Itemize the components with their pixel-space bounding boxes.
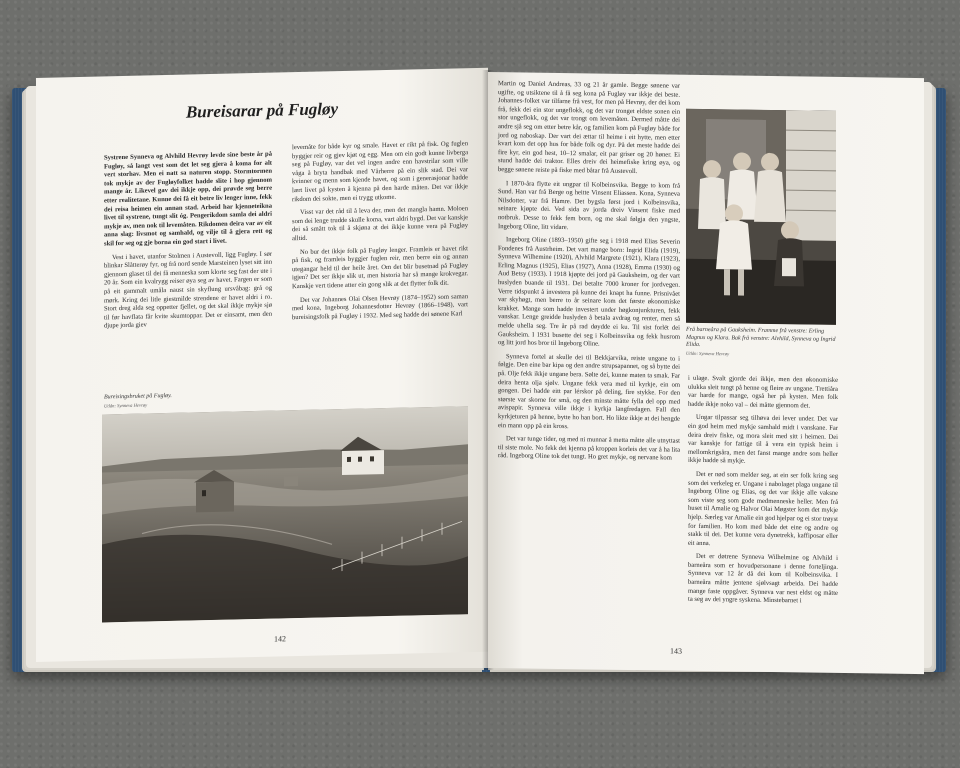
photo-credit: Utlån: Synneva Hevrøy: [686, 350, 730, 357]
page-number-right: 143: [670, 646, 682, 656]
left-page-column-2: [292, 140, 468, 327]
right-page-column-2: [688, 375, 838, 612]
body-paragraph: Det var tunge tider, og med ni munnar å metta måtte alle utnyttast til siste mole. No fekk dei kjenna på kroppen korleis det var å ha lita råd. Ingeborg Oline tok det tungt. Ho gret mykje, og nervane kom: [498, 435, 680, 462]
left-page-column-1: [104, 151, 272, 337]
body-paragraph: Martin og Daniel Andreas, 33 og 21 år gamle. Begge sønene var ugifte, og utsiktene til å få seg kona på Fugløy var ikkje dei beste. Johannes-folket var tilfarne frå vest, for men på Hevrøy, der dei kom frå, fekk dei ein stor ungeflokk, og det var tronget eldste sonen ein stor ungeflokk, og det var trongt om levemåten. Dermed måtte dei andre sjå seg om etter betre kår, og familien kom på Fugløy både for jord og naboskap. Der vart dei ættar til heime i eit hytte, men etter kvart kom det opp hus for både folk og dyr. På det meste hadde dei fire kyr, ein god hest, 10–12 smalar, eit par griser og 20 høner. Ei stund hadde dei traktor. Elles dreiv dei heimefiske kring øya, og begge sønene reiste på fiske med båtar frå Austevoll.: [498, 80, 680, 176]
photo-caption: Frå barneåra på Gauksheim. Framme frå venstre: Erling Magnus og Klara. Bak frå venstre: Alvhild, Synneva og Ingrid Elida.: [686, 326, 836, 348]
right-page-column-1: [498, 80, 680, 468]
photo-credit: Utlån: Synneva Hevrøy: [104, 402, 148, 409]
farm-photo: [102, 406, 468, 622]
body-paragraph: I 1870-åra flytte eit ungpar til Kolbeinsvika. Begge to kom frå Sund. Han var frå Berge og heitte Vinsent Eliassen. Kona, Synneva Nilsdotter, var frå Hamre. Det bygsla først jord i Kolbeinsvika, seinare kjøpte dei. Ved sida av jorda dreiv Vinsent fiske med notbruk. Desse to fekk fem born, og me skal følgja den yngste, Ingeborg Oline, litt vidare.: [498, 179, 680, 231]
body-paragraph: No bur det ikkje folk på Fugløy lenger. Framleis er havet rikt på fisk, og framleis byggjer fuglen reir, men berre ein og annan utegangar held til der heile året. Om det blir busetnad på Fugløy igjen? Det ser ikkje slik ut, men historia har så mange krokvegar. Kanskje vert tidene atter ein gong slik at det flytter folk dit.: [292, 244, 468, 291]
body-paragraph: Ungar tilpassar seg tilhøva dei lever under. Det var ein god heim med mykje samhald midt i vanskane. Far deira dreiv fiske, og mora sleit med sitt i heimen. Dei var kanskje for fattige til å vera ein typisk heim i mellomkrigsåra, men det fanst mange andre som heller ikkje hadde så mykje.: [688, 414, 838, 465]
body-paragraph: levemåte for både kyr og smale. Havet er rikt på fisk. Og fuglen byggjer reir og gjev kjøt og egg. Men om ein godt kunne livberga seg på Fugløy, var det vel ingen andre enn havstrilar som ville våga å bryta handbak med Vårherre på ein slik stad. Dei var kvinner og menn som kjende havet, og som i generasjonar hadde lært livet på kysten å kjenna på den harde måten. Det var ikkje rikdom dei sokte, men ei trygg utkome.: [292, 140, 468, 203]
body-paragraph: Det var Johannes Olai Olsen Hevrøy (1874–1952) som saman med kona, Ingeborg Johannesdotter Hevrøy (1866–1948), vart bureisingsfolk på Fugløy i 1932. Med seg hadde dei sønene Karl: [292, 292, 468, 321]
page-number-left: 142: [274, 634, 286, 644]
intro-paragraph: Systrene Synneva og Alvhild Hevrøy levde sine beste år på Fugløy, så langt vest som det let seg gjera å koma for alt vert storhav. Men ei natt sa naturen stopp. Stormtormen tok mykje av der Fugløyfolket hadde slite i hop gjennom mange år. Likevel gav dei ikkje opp, dei prøvde seg berre etter realitetane. Kunne dei få eit betre liv lenger inne, fekk dei reisa heimen ein annan stad. Arbeid har kjenneteikna livet til systrene, tungt slit óg. Pengerikdom samla dei aldri mykje av, men nok til levemåten. Rikdomen deira var av eit anna slag: livsmot og samhald, og vilje til å gjera rett og skil for seg og gje borna ein god start i livet.: [104, 150, 272, 248]
body-paragraph: Ingeborg Oline (1893–1950) gifte seg i 1918 med Elias Severin Fondenes frå Austrheim. Det vart mange born: Ingrid Elida (1919), Synneva Wilhemine (1920), Alvhild Margrete (1921), Klara (1923), Erling Magnus (1925), Elias (1927), Anna (1928), Emma (1930) og Aud Betsy (1933). I 1918 kjøpte dei jord på Gauksheim, og der vart huslyden buande til 1931. Dei betalte 7000 kroner for jordvegen. Verre tidspunkt å investera på kunne dei knapt ha funne. Prisnivået var skyhøgt, men berre to år seinare kom det første økonomiske krakket. Mange som hadde investert under høgkonjunkturen, fekk vanskar. Lenge greidde huslyden å betala avdrag og renter, men så melde uhella seg. Tre år på rad døydde ei ku. Til sist forlét dei Gauksheim. I 1931 busette dei seg i Kolbeinsvika og fekk husrom og litt jord hos bror til Ingeborg Oline.: [498, 236, 680, 348]
body-paragraph: i ulage. Svalt gjorde dei ikkje, men den økonomiske ulukka sleit tungt på henne og fleire av ungane. Trettiåra var harde for mange, også her på kysten. Men folk hadde ikkje noko val – dei måtte gjennom det.: [688, 374, 838, 410]
right-page: [488, 72, 924, 674]
body-paragraph: Visst var det råd til å leva der, men det mangla hamn. Moloen som dei lenge trudde skulle koma, vart aldri bygd. Det var kanskje dei så smått tok til å skjøna at dei ikkje kunne vera på Fugløy alltid.: [292, 205, 468, 243]
children-photo: [686, 109, 836, 325]
photo-caption: Bureisingsbruket på Fugløy.: [104, 392, 172, 401]
body-paragraph: Vest i havet, utanfor Stolmen i Austevoll, ligg Fugløy. I sør blinkar Slåtterøy fyr, og frå nord sende Marsteinen lyset sitt inn gjennom glaset til dei få menneska som klorte seg fast der ute i 20 år. Som ein kvalrygg reiser øya seg av havet. Fargen er som på eit gammalt umåla naust sin skyflung ursvåbag: grå og mørk. Kring dei litle giestmilde strendene er havet aldri i ro. Stort dreg alda seg oppetter fjellet, og det skal ikkje mykje sjø til før havflata får kvite skumtoppar. Det er einsamt, men den djupe jorda giev: [104, 250, 272, 330]
body-paragraph: Det er døtrene Synneva Wilhelmine og Alvhild i barneåra som er hovudpersonane i denne forteljinga. Synneva var 12 år då dei kom til Kolbeinsvika. I barneåra måtte jentene sjølvsagt arbeida. Dei hadde mange faste oppgåver. Synneva var nest eldst og måtte ta seg av dei yngre syskena. Minstebarnet i: [688, 553, 838, 605]
body-paragraph: Det er nød som melder seg, at ein ser folk kring seg som dei verkeleg er. Ungane i nabolaget plaga ungane til Ingeborg Oline og Elias, og det var ikkje alle vaksne som viste seg som gode medmenneske heller. Men frå huset til Amalie og Halvor Olai Møgster kom det mykje hjelp. Særleg var Amalie ein god hjelpar og ei stor trøyst for familien. Ho kom med både det eine og andre og stakk til dei. Det kunne vera dynetrekk, kaffiposar eller eit anna.: [688, 470, 838, 547]
body-paragraph: Synneva fortel at skulle dei til Bekkjarvika, reiste ungane to i følgje. Den eine bar kipa og den andre strupsapannet, og så bytte dei på. Olje fekk ikkje ungane bera. Sølte dei, kunne maten ta smak. Far deira henta olja sjølv. Ungane fekk vera med til kyrkje, ein om gongen. Dei hadde eitt par lérskor på deling, fire stykke. For den største var skorne for små, og den minste måtte fylla del opp med avispapir. Synneva ville ikkje i kyrkja langfredagen. Fall den kyrkjeturen på henne, bytte ho han bort. Ho likte ikkje at dei hengde ein mann opp på ein kross.: [498, 353, 680, 430]
left-page: [36, 68, 488, 662]
chapter-title: Bureisarar på Fugløy: [185, 99, 339, 122]
